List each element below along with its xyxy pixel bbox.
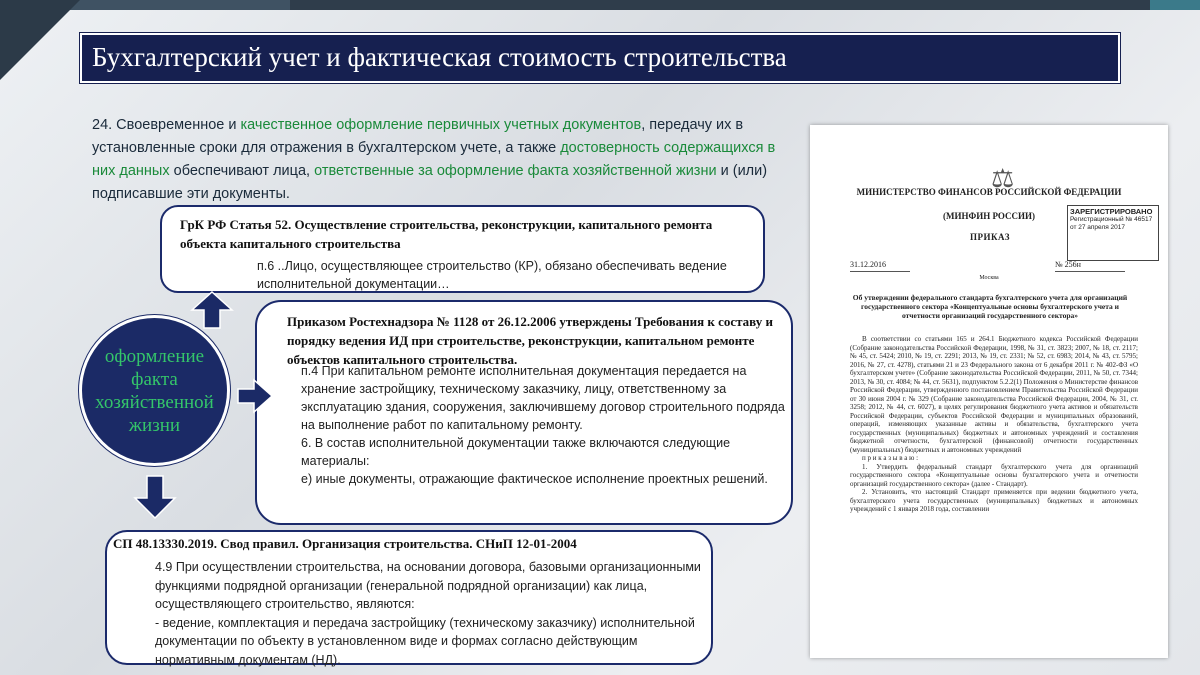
sp-code-item: - ведение, комплектация и передача застройщику (техническому заказчику) исполнительной документации по объекту в установленном виде и формах согласно действующим нормативным документам (НД). [155,615,695,667]
arrow-up-icon [190,290,234,330]
doc-body [850,335,1138,514]
rostekhnadzor-heading: Приказом Ростехнадзора № 1128 от 26.12.2006 утверждены Требования к составу и порядку ведения ИД при строительстве, реконструкции, капитальном ремонте объектов капитального строительства. [287,314,774,367]
right-accent-stripe [1150,0,1200,10]
title-bar [80,33,1120,83]
doc-number-underline [1055,271,1125,272]
stamp-date: от 27 апреля 2017 [1070,224,1126,231]
doc-city: Москва [979,275,999,281]
intro-highlight-3: ответственные за оформление факта хозяйственной жизни [314,163,717,179]
arrow-down-icon [133,474,177,520]
intro-paragraph [92,114,782,206]
order-document-image [810,125,1168,658]
doc-body-p1: В соответствии со статьями 165 и 264.1 Бюджетного кодекса Российской Федерации (Собрание законодательства Российской Федерации, 1998, № 31, ст. 3823; 2007, № 18, ст. 2117; № 45, ст. 5424; 2010, № 19, ст. 2291; 2013, № 19, ст. 2331; № 52, ст. 6983; 2014, № 43, ст. 5795; 2016, № 27, ст. 4278), статьями 21 и 23 Федерального закона от 6 декабря 2011 г. № 402-ФЗ «О бухгалтерском учете» (Собрание законодательства Российской Федерации, 2011, № 50, ст. 7344; 2013, № 30, ст. 4084; № 44, ст. 5631), подпунктом 5.2.2(1) Положения о Министерстве финансов Российской Федерации, утвержденного постановлением Правительства Российской Федерации от 30 июня 2004 г. № 329 (Собрание законодательства Российской Федерации, 2004, № 31, ст. 3258; 2012, № 44, ст. 6027), в целях регулирования бюджетного учета активов и обязательств Российской Федерации, субъектов Российской Федерации и муниципальных образований, операций, изменяющих указанные активы и обязательства, бухгалтерского учета государственных (муниципальных) бюджетных и автономных учреждений и составления бюджетной отчетности, бухгалтерской (финансовой) отчетности государственных (муниципальных) бюджетных и автономных учреждений [850,335,1138,454]
rostekhnadzor-p6: 6. В состав исполнительной документации также включаются следующие материалы: [301,436,731,468]
doc-body-p2: п р и к а з ы в а ю : [862,454,919,462]
coat-of-arms-icon: ⚖ [991,164,1015,193]
doc-body-p3: 1. Утвердить федеральный стандарт бухгалтерского учета для организаций государственного сектора «Концептуальные основы бухгалтерского учета и отчетности организаций государственного сектора» (далее - Стандарт). [850,462,1138,488]
grk-article-heading: ГрК РФ Статья 52. Осуществление строительства, реконструкции, капитального ремонта объекта капитального строительства [180,217,713,251]
grk-article-text: п.6 ..Лицо, осуществляющее строительство (КР), обязано обеспечивать ведение исполнительной документации… [257,259,727,291]
central-concept-label: оформление факта хозяйственной жизни [95,345,214,436]
sp-code-p49: 4.9 При осуществлении строительства, на основании договора, базовыми организационными функциями подрядной организации (генеральной подрядной организации) как лица, осуществляющего строительство, являются: [155,560,701,611]
doc-ministry-short: (МИНФИН РОССИИ) [942,211,1036,221]
rostekhnadzor-p6e: е) иные документы, отражающие фактическое исполнение проектных решений. [301,472,768,486]
doc-number: № 256н [1055,260,1081,269]
intro-text-4: и (или) подписавшие эти документы. [92,163,768,202]
doc-heading: Об утверждении федерального стандарта бухгалтерского учета для организаций государственного сектора «Концептуальные основы бухгалтерского учета и отчетности организаций государственного сектора» [852,293,1128,320]
sp-code-heading: СП 48.13330.2019. Свод правил. Организация строительства. СНиП 12-01-2004 [113,536,577,551]
central-concept-circle [82,318,227,463]
sp-code-box [105,530,713,665]
doc-date: 31.12.2016 [850,260,886,269]
stamp-title: ЗАРЕГИСТРИРОВАНО [1070,207,1153,216]
grk-article-box [160,205,765,293]
rostekhnadzor-p4: п.4 При капитальном ремонте исполнительная документация передается на хранение застройщику, техническому заказчику, лицу, ответственному за эксплуатацию здания, сооружения, заключившему договор строительного подряда на выполнение работ по капитальному ремонту. [301,364,785,432]
doc-registration-stamp [1067,205,1159,261]
doc-order-word: ПРИКАЗ [970,232,1011,242]
page-title: Бухгалтерский учет и фактическая стоимость строительства [92,42,787,72]
intro-highlight-1: качественное оформление первичных учетных документов [240,117,642,133]
doc-ministry: МИНИСТЕРСТВО ФИНАНСОВ РОССИЙСКОЙ ФЕДЕРАЦИИ [856,187,1122,197]
intro-text-3: обеспечивают лица, [169,163,315,179]
rostekhnadzor-order-box [255,300,793,525]
rostekhnadzor-text [301,362,791,488]
stamp-reg-number: Регистрационный № 46517 [1070,216,1153,223]
arrow-right-icon [236,378,274,414]
doc-date-underline [850,271,910,272]
sp-code-text [155,558,705,669]
doc-body-p4: 2. Установить, что настоящий Стандарт применяется при ведении бюджетного учета, бухгалтерского учета государственных (муниципальных) бюджетных и автономных учреждений с 1 января 2018 года, составлении [850,488,1138,513]
intro-highlight-2: достоверность содержащихся в них данных [92,140,776,179]
intro-text-1: 24. Своевременное и [92,117,241,133]
corner-triangle [0,0,80,80]
intro-text-2: , передачу их в установленные сроки для отражения в бухгалтерском учете, а также [92,117,744,156]
